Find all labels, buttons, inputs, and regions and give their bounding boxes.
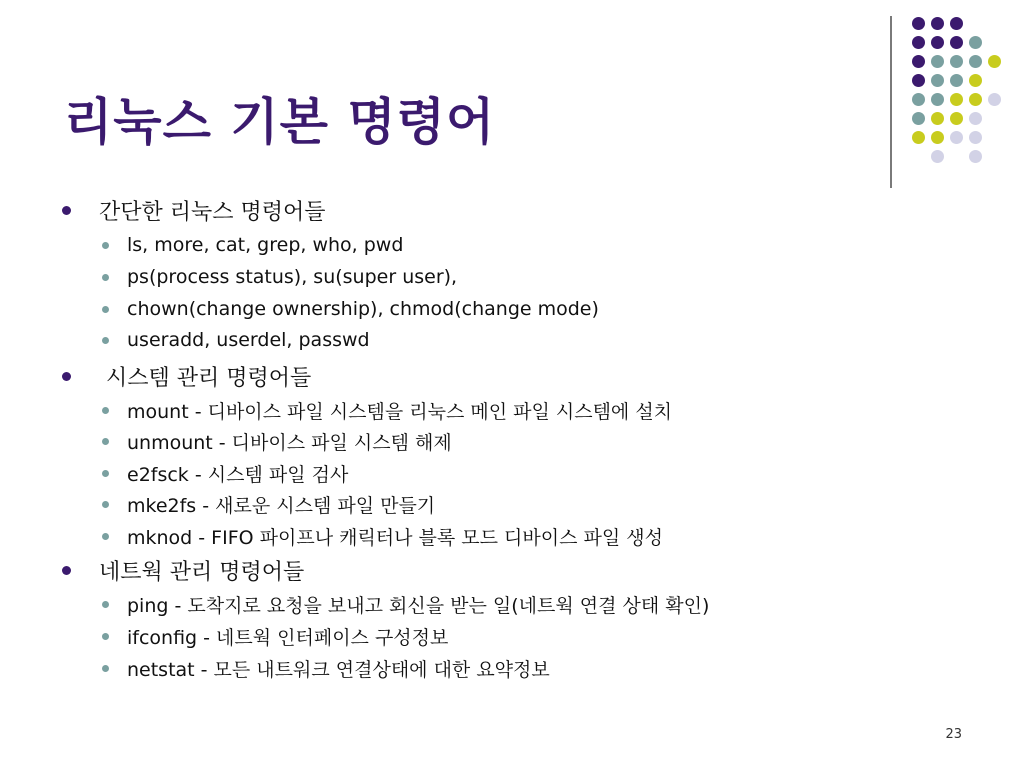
decor-dot	[988, 93, 1001, 106]
bullet-dot-icon	[102, 438, 109, 445]
decor-dot	[969, 112, 982, 125]
decor-dot	[931, 55, 944, 68]
decor-dot	[912, 36, 925, 49]
decor-dot	[912, 17, 925, 30]
list-item	[102, 329, 370, 351]
bullet-dot-icon	[102, 601, 109, 608]
decor-dot	[950, 36, 963, 49]
decor-dot	[969, 55, 982, 68]
section-heading	[60, 195, 326, 226]
list-item-text: mknod - FIFO 파이프나 캐릭터나 블록 모드 디바이스 파일 생성	[127, 527, 663, 549]
decor-dot	[950, 131, 963, 144]
list-item	[102, 655, 550, 682]
decor-dot	[912, 55, 925, 68]
decor-dot	[950, 17, 963, 30]
list-item-text: netstat - 모든 내트워크 연결상태에 대한 요약정보	[127, 659, 550, 681]
bullet-dot-icon	[102, 665, 109, 672]
decor-dot	[969, 131, 982, 144]
decor-dot	[969, 93, 982, 106]
list-item-text: chown(change ownership), chmod(change mode)	[127, 298, 599, 320]
decor-dot	[950, 74, 963, 87]
decor-dot	[950, 55, 963, 68]
bullet-dot-icon	[62, 206, 71, 215]
page-number: 23	[945, 727, 962, 742]
bullet-dot-icon	[102, 501, 109, 508]
bullet-dot-icon	[102, 306, 109, 313]
bullet-dot-icon	[102, 633, 109, 640]
list-item	[102, 298, 599, 320]
decor-dot	[931, 112, 944, 125]
list-item-text: ls, more, cat, grep, who, pwd	[127, 234, 404, 256]
bullet-dot-icon	[102, 407, 109, 414]
bullet-dot-icon	[62, 566, 71, 575]
list-item	[102, 266, 457, 288]
decor-dot	[912, 74, 925, 87]
list-item-text: e2fsck - 시스템 파일 검사	[127, 464, 349, 486]
decor-dot	[931, 17, 944, 30]
decor-dot	[931, 36, 944, 49]
decor-dot	[969, 74, 982, 87]
list-item	[102, 491, 435, 518]
list-item	[102, 234, 403, 256]
decor-dot	[931, 74, 944, 87]
decor-dot	[912, 93, 925, 106]
decor-dot	[931, 93, 944, 106]
list-item-text: mount - 디바이스 파일 시스템을 리눅스 메인 파일 시스템에 설치	[127, 401, 673, 423]
bullet-dot-icon	[102, 337, 109, 344]
list-item-text: ping - 도착지로 요청을 보내고 회신을 받는 일(네트웍 연결 상태 확인)	[127, 595, 710, 617]
title-divider-line	[890, 16, 892, 188]
list-item	[102, 523, 663, 550]
decor-dot	[912, 112, 925, 125]
list-item-text: useradd, userdel, passwd	[127, 329, 370, 351]
decor-dot	[950, 93, 963, 106]
list-item-text: unmount - 디바이스 파일 시스템 해제	[127, 432, 452, 454]
list-item	[102, 428, 452, 455]
bullet-dot-icon	[62, 372, 71, 381]
decor-dot	[931, 150, 944, 163]
list-item	[102, 591, 709, 618]
bullet-dot-icon	[102, 242, 109, 249]
list-item-text: mke2fs - 새로운 시스템 파일 만들기	[127, 495, 436, 517]
list-item-text: ps(process status), su(super user),	[127, 266, 458, 288]
section-heading-text: 네트웍 관리 명령어들	[99, 560, 305, 585]
bullet-dot-icon	[102, 470, 109, 477]
decor-dot	[969, 36, 982, 49]
decor-dot	[988, 55, 1001, 68]
section-heading-text: 시스템 관리 명령어들	[99, 366, 312, 391]
decor-dot	[912, 131, 925, 144]
section-heading-text: 간단한 리눅스 명령어들	[99, 200, 326, 225]
section-heading	[60, 361, 311, 392]
list-item	[102, 460, 348, 487]
bullet-dot-icon	[102, 533, 109, 540]
list-item-text: ifconfig - 네트웍 인터페이스 구성정보	[127, 627, 449, 649]
decor-dot	[950, 112, 963, 125]
decor-dot	[931, 131, 944, 144]
slide-title: 리눅스 기본 명령어	[64, 93, 496, 151]
list-item	[102, 623, 448, 650]
list-item	[102, 397, 672, 424]
bullet-dot-icon	[102, 274, 109, 281]
section-heading	[60, 555, 304, 586]
decor-dot	[969, 150, 982, 163]
